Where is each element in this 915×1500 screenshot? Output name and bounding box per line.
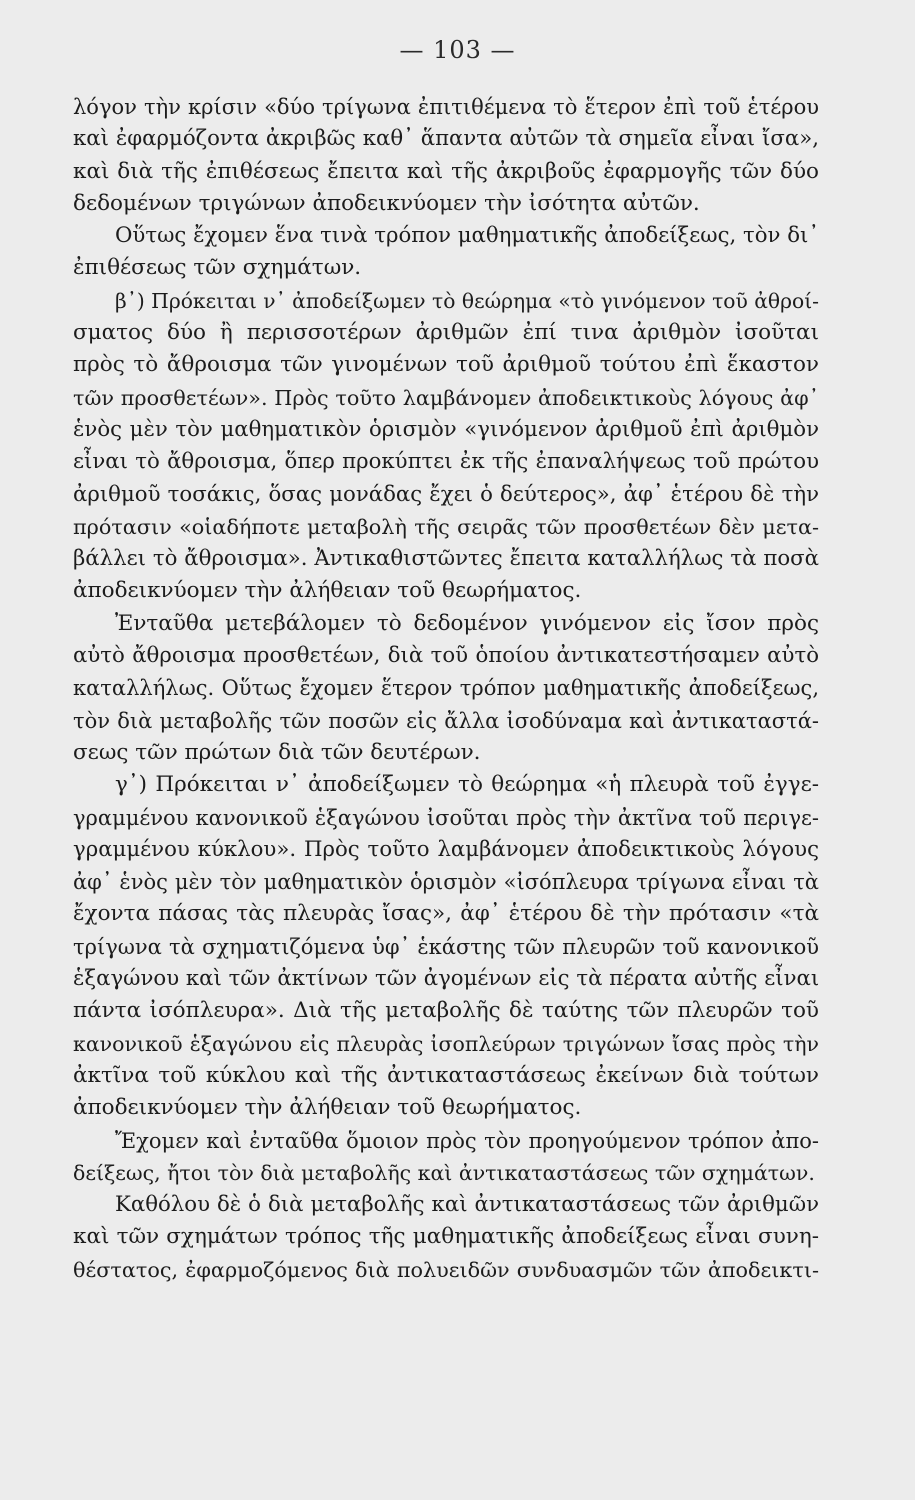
- text-line: καταλλήλως. Οὕτως ἔχομεν ἕτερον τρόπον μαθηματικῆς ἀποδείξεως,: [73, 676, 819, 701]
- text-line: τὸν διὰ μεταβολῆς τῶν ποσῶν εἰς ἄλλα ἰσοδύναμα καὶ ἀντικαταστά-: [73, 708, 819, 733]
- text-line: κανονικοῦ ἑξαγώνου εἰς πλευρὰς ἰσοπλεύρων τριγώνων ἴσας πρὸς τὴν: [73, 1031, 819, 1056]
- text-line: πρὸς τὸ ἄθροισμα τῶν γινομένων τοῦ ἀριθμοῦ τούτου ἐπὶ ἕκαστον: [73, 352, 819, 378]
- text-line: πάντα ἰσόπλευρα». Διὰ τῆς μεταβολῆς δὲ ταύτης τῶν πλευρῶν τοῦ: [73, 998, 819, 1024]
- text-line: θέστατος, ἐφαρμοζόμενος διὰ πολυειδῶν συνδυασμῶν τῶν ἀποδεικτι-: [73, 1257, 819, 1282]
- text-line: τρίγωνα τὰ σχηματιζόμενα ὑφ᾿ ἑκάστης τῶν πλευρῶν τοῦ κανονικοῦ: [73, 934, 819, 959]
- text-line: βάλλει τὸ ἄθροισμα». Ἀντικαθιστῶντες ἔπειτα καταλλήλως τὰ ποσὰ: [73, 546, 819, 572]
- text-line: σματος δύο ἢ περισσοτέρων ἀριθμῶν ἐπί τινα ἀριθμὸν ἰσοῦται: [73, 320, 819, 346]
- text-line: Οὕτως ἔχομεν ἕνα τινὰ τρόπον μαθηματικῆς ἀποδείξεως, τὸν δι᾿: [115, 223, 819, 249]
- text-line: ἑνὸς μὲν τὸν μαθηματικὸν ὁρισμὸν «γινόμενον ἀριθμοῦ ἐπὶ ἀριθμὸν: [73, 416, 819, 442]
- text-line: ἐπιθέσεως τῶν σχημάτων.: [73, 255, 362, 281]
- text-line: γραμμένου κύκλου». Πρὸς τοῦτο λαμβάνομεν ἀποδεικτικοὺς λόγους: [73, 836, 819, 862]
- text-line: σεως τῶν πρώτων διὰ τῶν δευτέρων.: [73, 739, 481, 765]
- text-line: δεδομένων τριγώνων ἀποδεικνύομεν τὴν ἰσότητα αὐτῶν.: [73, 190, 700, 216]
- body-text: [73, 91, 819, 1286]
- text-line: ἀριθμοῦ τοσάκις, ὅσας μονάδας ἔχει ὁ δεύτερος», ἀφ᾿ ἑτέρου δὲ τὴν: [73, 481, 819, 507]
- text-line: ἔχοντα πάσας τὰς πλευρὰς ἴσας», ἀφ᾿ ἑτέρου δὲ τὴν πρότασιν «τὰ: [73, 901, 819, 927]
- text-line: Καθόλου δὲ ὁ διὰ μεταβολῆς καὶ ἀντικαταστάσεως τῶν ἀριθμῶν: [115, 1192, 819, 1218]
- text-line: ἀκτῖνα τοῦ κύκλου καὶ τῆς ἀντικαταστάσεως ἐκείνων διὰ τούτων: [73, 1062, 819, 1088]
- text-line: ἑξαγώνου καὶ τῶν ἀκτίνων τῶν ἀγομένων εἰς τὰ πέρατα αὐτῆς εἶναι: [73, 966, 820, 992]
- text-line: εἶναι τὸ ἄθροισμα, ὅπερ προκύπτει ἐκ τῆς ἐπαναλήψεως τοῦ πρώτου: [73, 449, 819, 475]
- text-line: β᾿) Πρόκειται ν᾿ ἀποδείξωμεν τὸ θεώρημα «τὸ γινόμενον τοῦ ἀθροί-: [115, 288, 819, 313]
- text-line: γραμμένου κανονικοῦ ἑξαγώνου ἰσοῦται πρὸς τὴν ἀκτῖνα τοῦ περιγε-: [73, 805, 819, 830]
- text-line: πρότασιν «οἱαδήποτε μεταβολὴ τῆς σειρᾶς τῶν προσθετέων δὲν μετα-: [73, 514, 819, 539]
- text-line: λόγον τὴν κρίσιν «δύο τρίγωνα ἐπιτιθέμενα τὸ ἕτερον ἐπὶ τοῦ ἑτέρου: [73, 95, 819, 119]
- text-line: Ἔχομεν καὶ ἐνταῦθα ὅμοιον πρὸς τὸν προηγούμενον τρόπον ἀπο-: [115, 1128, 819, 1153]
- text-line: καὶ ἐφαρμόζοντα ἀκριβῶς καθ᾿ ἅπαντα αὐτῶν τὰ σημεῖα εἶναι ἴσα»,: [73, 126, 819, 152]
- text-line: καὶ διὰ τῆς ἐπιθέσεως ἔπειτα καὶ τῆς ἀκριβοῦς ἐφαρμογῆς τῶν δύο: [73, 158, 819, 184]
- text-line: αὐτὸ ἄθροισμα προσθετέων, διὰ τοῦ ὁποίου ἀντικατεστήσαμεν αὐτὸ: [73, 643, 819, 669]
- text-line: ἀποδεικνύομεν τὴν ἀλήθειαν τοῦ θεωρήματος.: [73, 578, 582, 604]
- text-line: τῶν προσθετέων». Πρὸς τοῦτο λαμβάνομεν ἀποδεικτικοὺς λόγους ἀφ᾿: [73, 385, 819, 410]
- text-line: Ἐνταῦθα μετεβάλομεν τὸ δεδομένον γινόμενον εἰς ἴσον πρὸς: [115, 610, 819, 636]
- text-line: καὶ τῶν σχημάτων τρόπος τῆς μαθηματικῆς ἀποδείξεως εἶναι συνη-: [73, 1224, 819, 1250]
- text-line: ἀποδεικνύομεν τὴν ἀλήθειαν τοῦ θεωρήματος.: [73, 1095, 582, 1121]
- text-line: δείξεως, ἤτοι τὸν διὰ μεταβολῆς καὶ ἀντικαταστάσεως τῶν σχημάτων.: [73, 1160, 815, 1185]
- text-line: γ᾿) Πρόκειται ν᾿ ἀποδείξωμεν τὸ θεώρημα «ἡ πλευρὰ τοῦ ἐγγε-: [115, 772, 819, 798]
- text-line: ἀφ᾿ ἑνὸς μὲν τὸν μαθηματικὸν ὁρισμὸν «ἰσόπλευρα τρίγωνα εἶναι τὰ: [73, 870, 819, 895]
- page-number: — 103 —: [399, 36, 516, 64]
